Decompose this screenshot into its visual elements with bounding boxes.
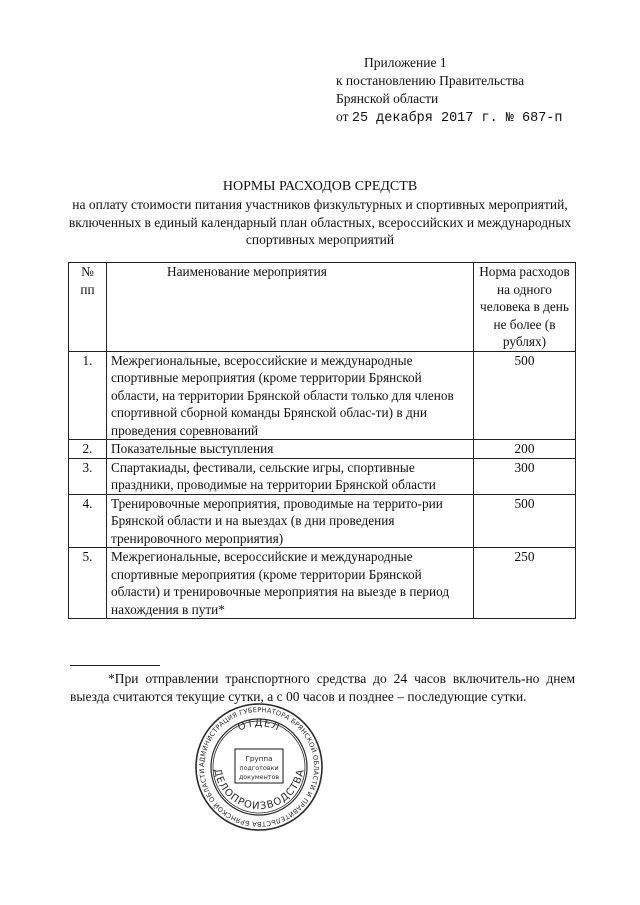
header-name: Наименование мероприятия	[107, 263, 474, 352]
document-subtitle: на оплату стоимости питания участников физкультурных и спортивных мероприятий, включенных в единый календарный план областных, всероссийских и международных спортивных мероприятий	[68, 197, 572, 247]
row-number: 3.	[69, 458, 107, 494]
stamp-center-line-1: Группа	[245, 754, 273, 763]
appendix-line-2: к постановлению Правительства	[336, 73, 525, 88]
appendix-date-number: 25 декабря 2017 г. № 687-п	[351, 111, 563, 126]
stamp-outer-text-path: АДМИНИСТРАЦИЯ ГУБЕРНАТОРА БРЯНСКОЙ ОБЛАСТИ И ПРАВИТЕЛЬСТВА БРЯНСКОЙ ОБЛАСТИ	[197, 705, 321, 829]
header-rate: Норма расходов на одного человека в день не более (в рублях)	[474, 263, 576, 352]
row-name: Межрегиональные, всероссийские и международные спортивные мероприятия (кроме территории Брянской области, на территории Брянской области только для членов спортивной сборной команды Брянской облас-ти) в дни проведения соревнований	[107, 351, 474, 440]
row-number: 4.	[69, 494, 107, 548]
row-name: Спартакиады, фестивали, сельские игры, спортивные праздники, проводимые на территории Брянской области	[107, 458, 474, 494]
appendix-block	[336, 54, 563, 128]
header-number-symbol: №	[81, 264, 94, 279]
row-rate: 250	[474, 548, 576, 619]
appendix-date-prefix: от	[336, 109, 352, 124]
stamp-inner-top-text	[236, 718, 281, 734]
stamp-center-line-2: подготовки	[239, 764, 279, 772]
stamp-inner-bottom-path: ДЕЛОПРОИЗВОДСТВА	[211, 767, 307, 813]
table-row	[69, 494, 576, 548]
stamp-inner-top-path: ОТДЕЛ	[236, 717, 282, 734]
footnote-divider	[70, 665, 160, 666]
appendix-line-4	[336, 108, 563, 128]
row-name: Показательные выступления	[107, 440, 474, 459]
row-rate: 500	[474, 494, 576, 548]
row-name: Межрегиональные, всероссийские и международные спортивные мероприятия (кроме территории Брянской области) и тренировочные мероприятия на выезде в период нахождения в пути*	[107, 548, 474, 619]
table-row	[69, 351, 576, 440]
document-title: НОРМЫ РАСХОДОВ СРЕДСТВ	[222, 179, 418, 194]
table-header-row	[69, 263, 576, 352]
row-number: 5.	[69, 548, 107, 619]
table-row	[69, 440, 576, 459]
table-row	[69, 458, 576, 494]
appendix-line-1: Приложение 1	[364, 55, 447, 70]
row-number: 2.	[69, 440, 107, 459]
header-number	[69, 263, 107, 352]
row-rate: 200	[474, 440, 576, 459]
row-rate: 500	[474, 351, 576, 440]
table-row	[69, 548, 576, 619]
row-name: Тренировочные мероприятия, проводимые на террито-рии Брянской области и на выездах (в дни проведения тренировочного мероприятия)	[107, 494, 474, 548]
appendix-line-3: Брянской области	[336, 91, 439, 106]
header-number-abbr: пп	[80, 281, 95, 297]
row-number: 1.	[69, 351, 107, 440]
norms-table	[68, 262, 576, 619]
row-rate: 300	[474, 458, 576, 494]
stamp-center-line-3: документов	[238, 773, 280, 781]
footnote: *При отправлении транспортного средства до 24 часов включитель-но днем выезда считаются текущие сутки, а с 00 часов и позднее – последующие сутки.	[70, 671, 575, 704]
office-stamp	[194, 702, 324, 832]
